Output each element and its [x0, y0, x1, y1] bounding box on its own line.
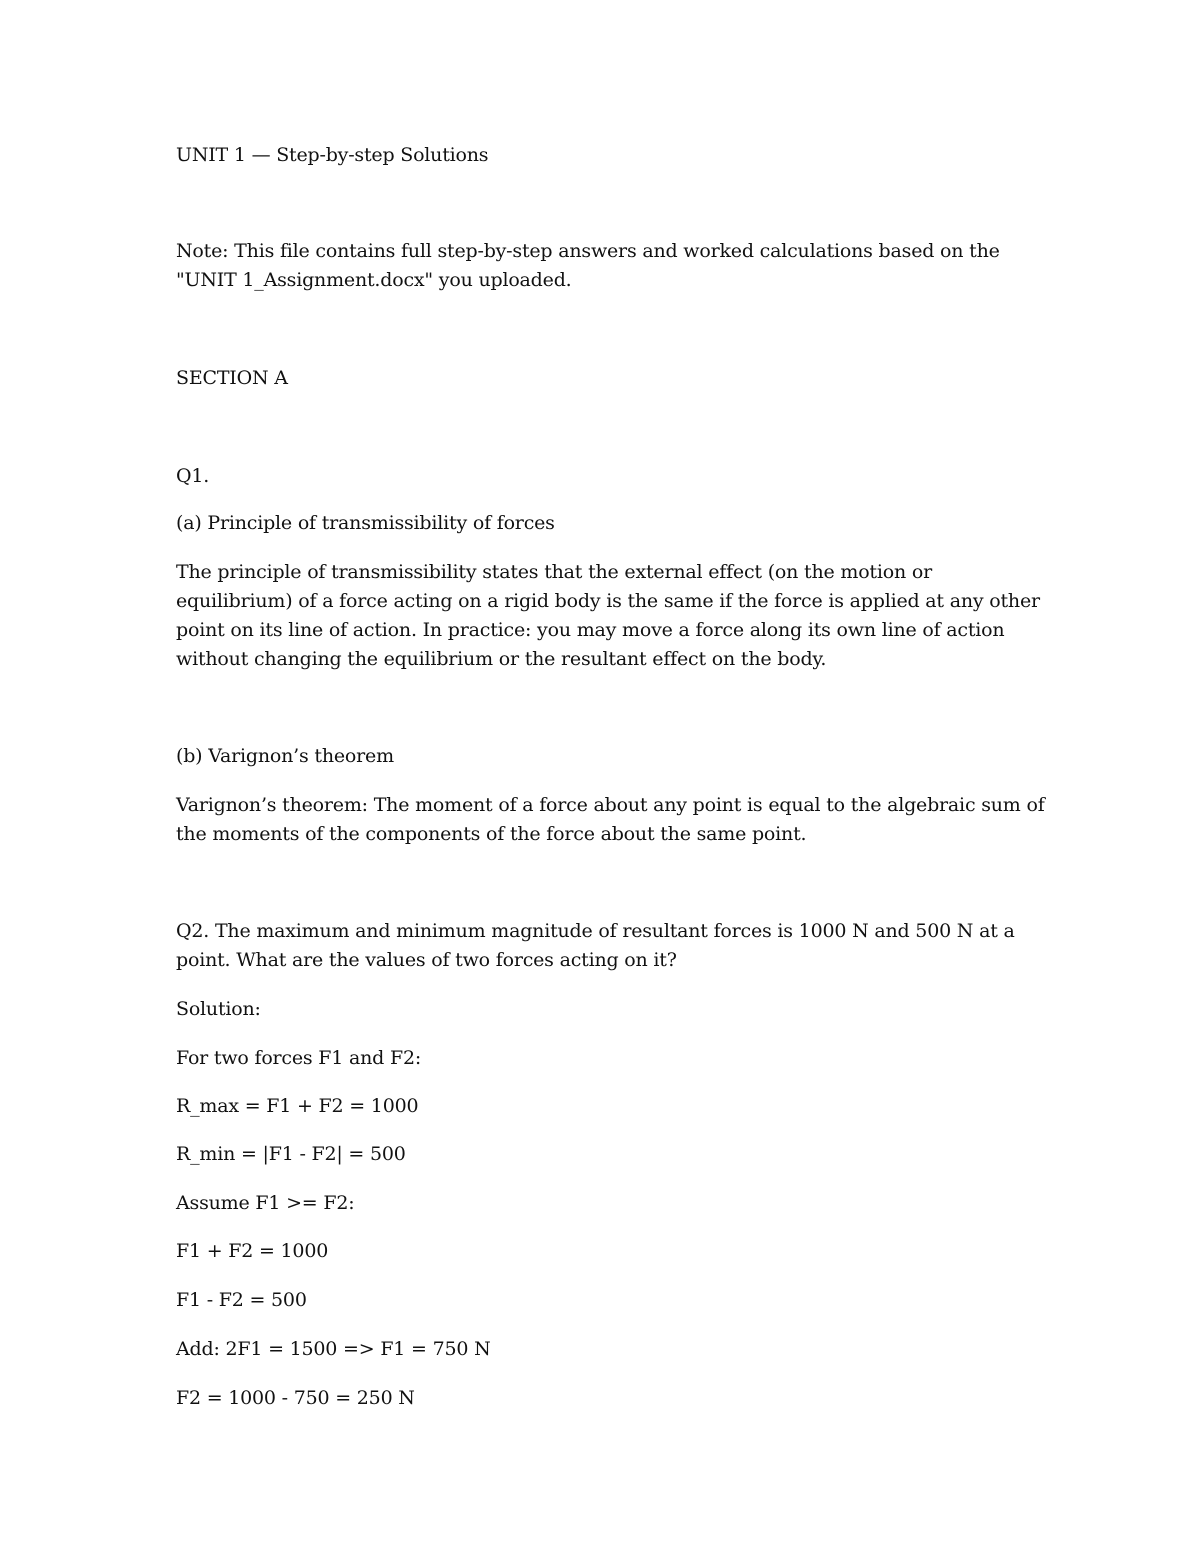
note-line-1: Note: This file contains full step-by-step answers and worked calculations based on the — [176, 240, 1000, 262]
q2-step: F2 = 1000 - 750 = 250 N — [176, 1387, 415, 1409]
q1a-text-line-3: point on its line of action. In practice: you may move a force along its own line of action — [176, 619, 1005, 641]
document-title: UNIT 1 — Step-by-step Solutions — [176, 144, 489, 166]
q2-solution-label: Solution: — [176, 998, 261, 1020]
q2-step: Assume F1 >= F2: — [176, 1192, 355, 1214]
q1b-text-line-1: Varignon’s theorem: The moment of a force about any point is equal to the algebraic sum of — [176, 794, 1045, 816]
q2-step: F1 - F2 = 500 — [176, 1289, 307, 1311]
q1a-text-line-2: equilibrium) of a force acting on a rigid body is the same if the force is applied at any other — [176, 590, 1040, 612]
q2-question-line-2: point. What are the values of two forces acting on it? — [176, 949, 677, 971]
q2-step: For two forces F1 and F2: — [176, 1047, 422, 1069]
note-line-2: "UNIT 1_Assignment.docx" you uploaded. — [176, 269, 572, 291]
q2-step: Add: 2F1 = 1500 => F1 = 750 N — [176, 1338, 491, 1360]
q2-question-line-1: Q2. The maximum and minimum magnitude of resultant forces is 1000 N and 500 N at a — [176, 920, 1015, 942]
q2-step: R_max = F1 + F2 = 1000 — [176, 1095, 419, 1117]
q1b-heading: (b) Varignon’s theorem — [176, 745, 394, 767]
q2-step: F1 + F2 = 1000 — [176, 1240, 329, 1262]
q1-label: Q1. — [176, 465, 210, 487]
q1a-text-line-4: without changing the equilibrium or the resultant effect on the body. — [176, 648, 827, 670]
q2-step: R_min = |F1 - F2| = 500 — [176, 1143, 406, 1165]
section-heading: SECTION A — [176, 367, 288, 389]
q1a-heading: (a) Principle of transmissibility of forces — [176, 512, 555, 534]
q1a-text-line-1: The principle of transmissibility states that the external effect (on the motion or — [176, 561, 932, 583]
q1b-text-line-2: the moments of the components of the force about the same point. — [176, 823, 807, 845]
